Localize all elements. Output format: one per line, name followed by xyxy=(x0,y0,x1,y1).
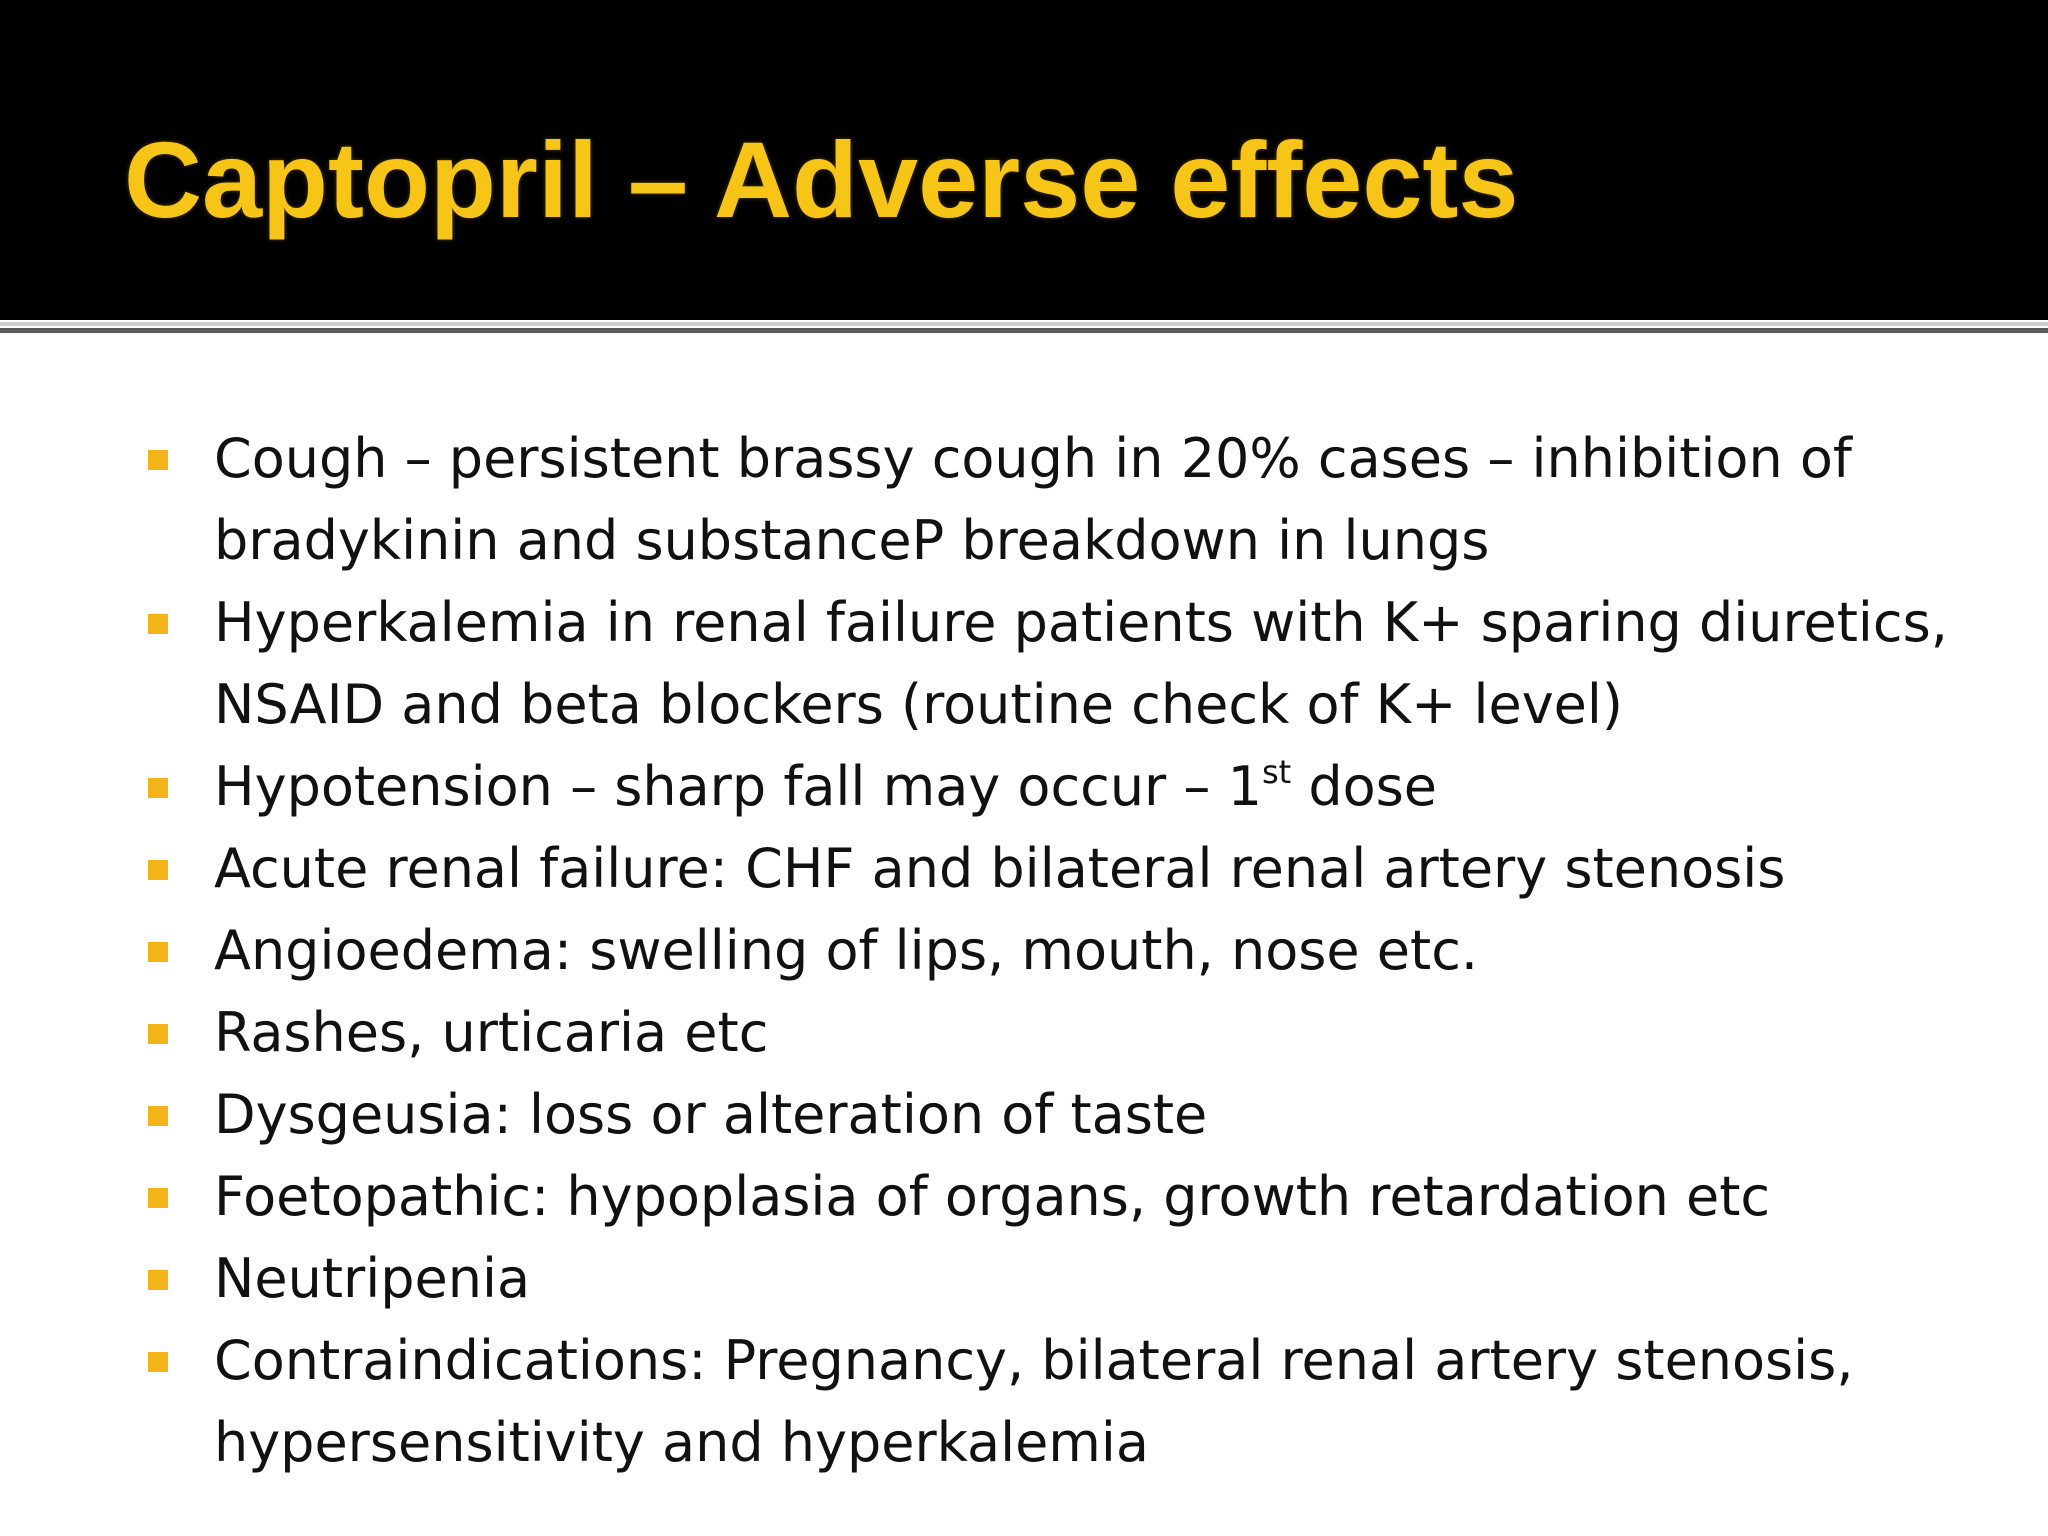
square-bullet-icon xyxy=(148,860,168,880)
bullet-text-part: Hypotension – sharp fall may occur – 1 xyxy=(214,755,1262,818)
square-bullet-icon xyxy=(148,778,168,798)
bullet-item xyxy=(140,1156,2000,1238)
bullet-text xyxy=(214,755,1437,818)
title-bar xyxy=(0,0,2048,320)
square-bullet-icon xyxy=(148,1106,168,1126)
bullet-text: Contraindications: Pregnancy, bilateral renal artery stenosis, hypersensitivity and hyperkalemia xyxy=(214,1329,1854,1474)
square-bullet-icon xyxy=(148,1270,168,1290)
square-bullet-icon xyxy=(148,942,168,962)
square-bullet-icon xyxy=(148,1024,168,1044)
square-bullet-icon xyxy=(148,1188,168,1208)
bullet-text: Cough – persistent brassy cough in 20% cases – inhibition of bradykinin and substanceP breakdown in lungs xyxy=(214,427,1852,572)
bullet-text-part: dose xyxy=(1291,755,1437,818)
ordinal-superscript: st xyxy=(1261,753,1292,791)
bullet-item xyxy=(140,828,2000,910)
bullet-item xyxy=(140,1320,2000,1484)
bullet-item xyxy=(140,910,2000,992)
bullet-text: Angioedema: swelling of lips, mouth, nose etc. xyxy=(214,919,1479,982)
bullet-text: Neutripenia xyxy=(214,1247,531,1310)
square-bullet-icon xyxy=(148,1352,168,1372)
square-bullet-icon xyxy=(148,450,168,470)
title-divider xyxy=(0,328,2048,333)
bullet-item xyxy=(140,1238,2000,1320)
slide-title: Captopril – Adverse effects xyxy=(124,119,1519,240)
title-divider-light xyxy=(0,322,2048,326)
bullet-item xyxy=(140,992,2000,1074)
bullet-item xyxy=(140,582,2000,746)
bullet-item xyxy=(140,1074,2000,1156)
bullet-item xyxy=(140,418,2000,582)
bullet-item xyxy=(140,746,2000,828)
bullet-text: Dysgeusia: loss or alteration of taste xyxy=(214,1083,1208,1146)
square-bullet-icon xyxy=(148,614,168,634)
bullet-list xyxy=(140,418,2000,1484)
bullet-text: Rashes, urticaria etc xyxy=(214,1001,769,1064)
bullet-text: Foetopathic: hypoplasia of organs, growth retardation etc xyxy=(214,1165,1771,1228)
bullet-text: Acute renal failure: CHF and bilateral renal artery stenosis xyxy=(214,837,1786,900)
bullet-text: Hyperkalemia in renal failure patients with K+ sparing diuretics, NSAID and beta blockers (routine check of K+ level) xyxy=(214,591,1948,736)
